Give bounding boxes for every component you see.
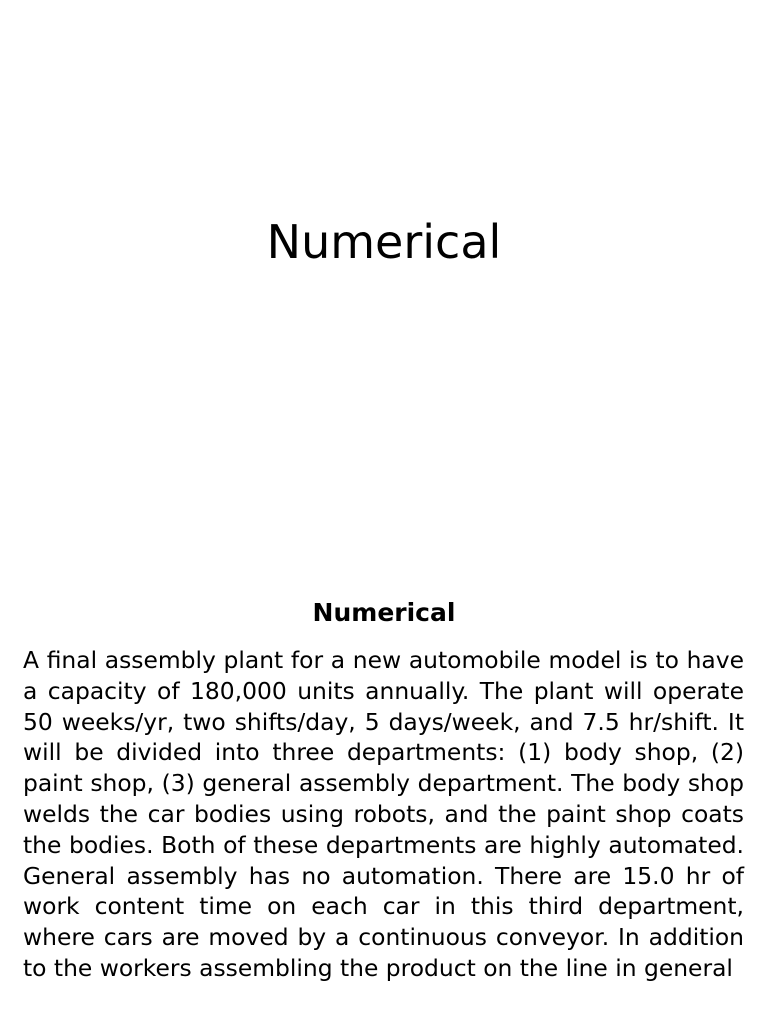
problem-statement: A final assembly plant for a new automobile model is to have a capacity of 180,000 units annually. The plant will operate 50 weeks/yr, two shifts/day, 5 days/week, and 7.5 hr/shift. It will be divided into three departments: (1) body shop, (2) paint shop, (3) general assembly department. The body shop welds the car bodies using robots, and the paint shop coats the bodies. Both of these departments are highly automated. General assembly has no automation. There are 15.0 hr of work content time on each car in this third department, where cars are moved by a continuous conveyor. In addition to the workers assembling the product on the line in general — [23, 646, 744, 982]
slide-title: Numerical — [266, 215, 502, 269]
content-heading: Numerical — [312, 598, 456, 627]
